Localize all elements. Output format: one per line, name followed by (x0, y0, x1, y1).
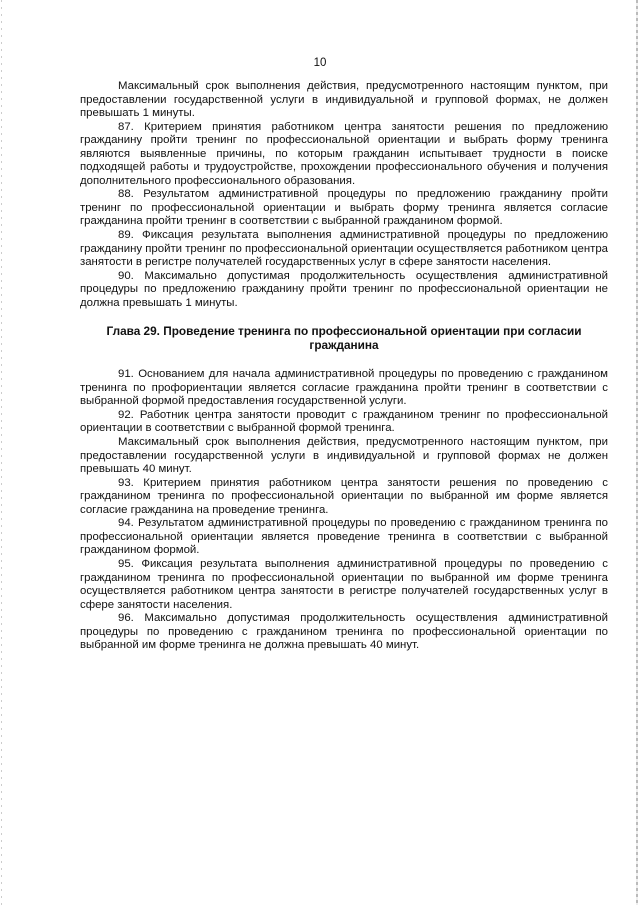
chapter-heading: Глава 29. Проведение тренинга по профессиональной ориентации при согласии гражданина (106, 324, 582, 353)
paragraph: 92. Работник центра занятости проводит с гражданином тренинг по профессиональной ориентации в соответствии с выбранной формой тренинга. (80, 408, 608, 435)
paragraph: 88. Результатом административной процедуры по предложению гражданину пройти тренинг по профессиональной ориентации и выбрать форму тренинга является согласие гражданина пройти тренинг в соответствии с выбранной гражданином формой. (80, 188, 608, 228)
page-number: 10 (313, 57, 327, 69)
paragraph: Максимальный срок выполнения действия, предусмотренного настоящим пунктом, при предоставлении государственной услуги в индивидуальной и групповой формах не должен превышать 40 минут. (80, 436, 608, 476)
paragraph: 90. Максимально допустимая продолжительность осуществления административной процедуры по предложению гражданину пройти тренинг по профессиональной ориентации не должна превышать 1 минуты. (80, 269, 608, 309)
paragraph: 93. Критерием принятия работником центра занятости решения по проведению с гражданином тренинга по профессиональной ориентации по выбранной им форме является согласие гражданина на проведение тренинга. (80, 476, 608, 516)
paragraph: 89. Фиксация результата выполнения административной процедуры по предложению гражданину пройти тренинг по профессиональной ориентации осуществляется работником центра занятости в регистре получателей государственных услуг в сфере занятости населения. (80, 229, 608, 269)
paragraph: Максимальный срок выполнения действия, предусмотренного настоящим пунктом, при предоставлении государственной услуги в индивидуальной и групповой формах, не должен превышать 1 минуты. (80, 80, 608, 120)
paragraph: 87. Критерием принятия работником центра занятости решения по предложению гражданину пройти тренинг по профессиональной ориентации и выбрать форму тренинга являются выявленные причины, по которым гражданин испытывает трудности в поиске подходящей работы и трудоустройстве, прохождении профессионального обучения и получения дополнительного профессионального образования. (80, 120, 608, 187)
paragraph: 94. Результатом административной процедуры по проведению с гражданином тренинга по профессиональной ориентации является проведение тренинга в соответствии с выбранной гражданином формой. (80, 517, 608, 557)
paragraph: 95. Фиксация результата выполнения административной процедуры по проведению с гражданином тренинга по профессиональной ориентации по выбранной им форме тренинга осуществляется работником центра занятости в регистре получателей государственных услуг в сфере занятости населения. (80, 557, 608, 611)
paragraph: 96. Максимально допустимая продолжительность осуществления административной процедуры по проведению с гражданином тренинга по профессиональной ориентации по выбранной им форме тренинга не должна превышать 40 минут. (80, 612, 608, 652)
paragraph: 91. Основанием для начала административной процедуры по проведению с гражданином тренинга по профориентации является согласие гражданина пройти тренинг в соответствии с выбранной формой предоставления государственной услуги. (80, 368, 608, 408)
document-body (80, 80, 608, 653)
scan-edge-right (636, 0, 638, 905)
scan-edge-left (1, 0, 2, 905)
